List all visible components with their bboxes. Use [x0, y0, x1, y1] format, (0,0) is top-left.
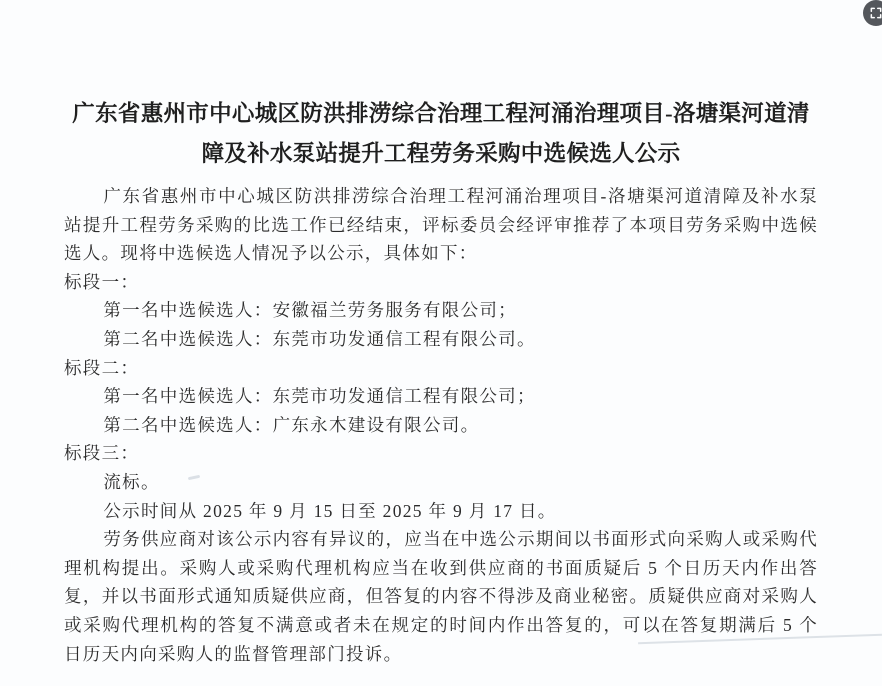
document-title: 广东省惠州市中心城区防洪排涝综合治理工程河涌治理项目-洛塘渠河道清障及补水泵站提升工程劳务采购中选候选人公示 — [72, 101, 810, 166]
lot-3-label: 标段三： — [64, 443, 140, 464]
lot-section-3 — [64, 439, 818, 496]
publicity-period: 公示时间从 2025 年 9 月 15 日至 2025 年 9 月 17 日。 — [103, 500, 557, 521]
lot-section-1 — [64, 268, 818, 354]
lot-1-candidate-2: 第二名中选候选人：东莞市功发通信工程有限公司。 — [103, 328, 536, 349]
fullscreen-expand-icon[interactable] — [863, 0, 882, 26]
lot-2-label: 标段二： — [64, 357, 140, 378]
intro-paragraph: 广东省惠州市中心城区防洪排涝综合治理工程河涌治理项目-洛塘渠河道清障及补水泵站提升工程劳务采购的比选工作已经结束，评标委员会经评审推荐了本项目劳务采购中选候选人。现将中选候选人情况予以公示，具体如下： — [64, 186, 818, 264]
lot-2-candidate-1: 第一名中选候选人：东莞市功发通信工程有限公司； — [103, 386, 536, 407]
lot-2-candidate-2: 第二名中选候选人：广东永木建设有限公司。 — [103, 414, 480, 435]
objection-paragraph: 劳务供应商对该公示内容有异议的，应当在中选公示期间以书面形式向采购人或采购代理机构提出。采购人或采购代理机构应当在收到供应商的书面质疑后 5 个日历天内作出答复，并以书面形式通知质疑供应商，但答复的内容不得涉及商业秘密。质疑供应商对采购人或采购代理机构的答复不满意或者未在规定的时间内作出答复的，可以在答复期满后 5 个日历天内向采购人的监督管理部门投诉。 — [64, 529, 818, 664]
lot-3-result: 流标。 — [103, 471, 160, 492]
lot-section-2 — [64, 354, 818, 440]
lot-1-candidate-1: 第一名中选候选人：安徽福兰劳务服务有限公司； — [103, 300, 517, 321]
lot-1-label: 标段一： — [64, 271, 140, 292]
